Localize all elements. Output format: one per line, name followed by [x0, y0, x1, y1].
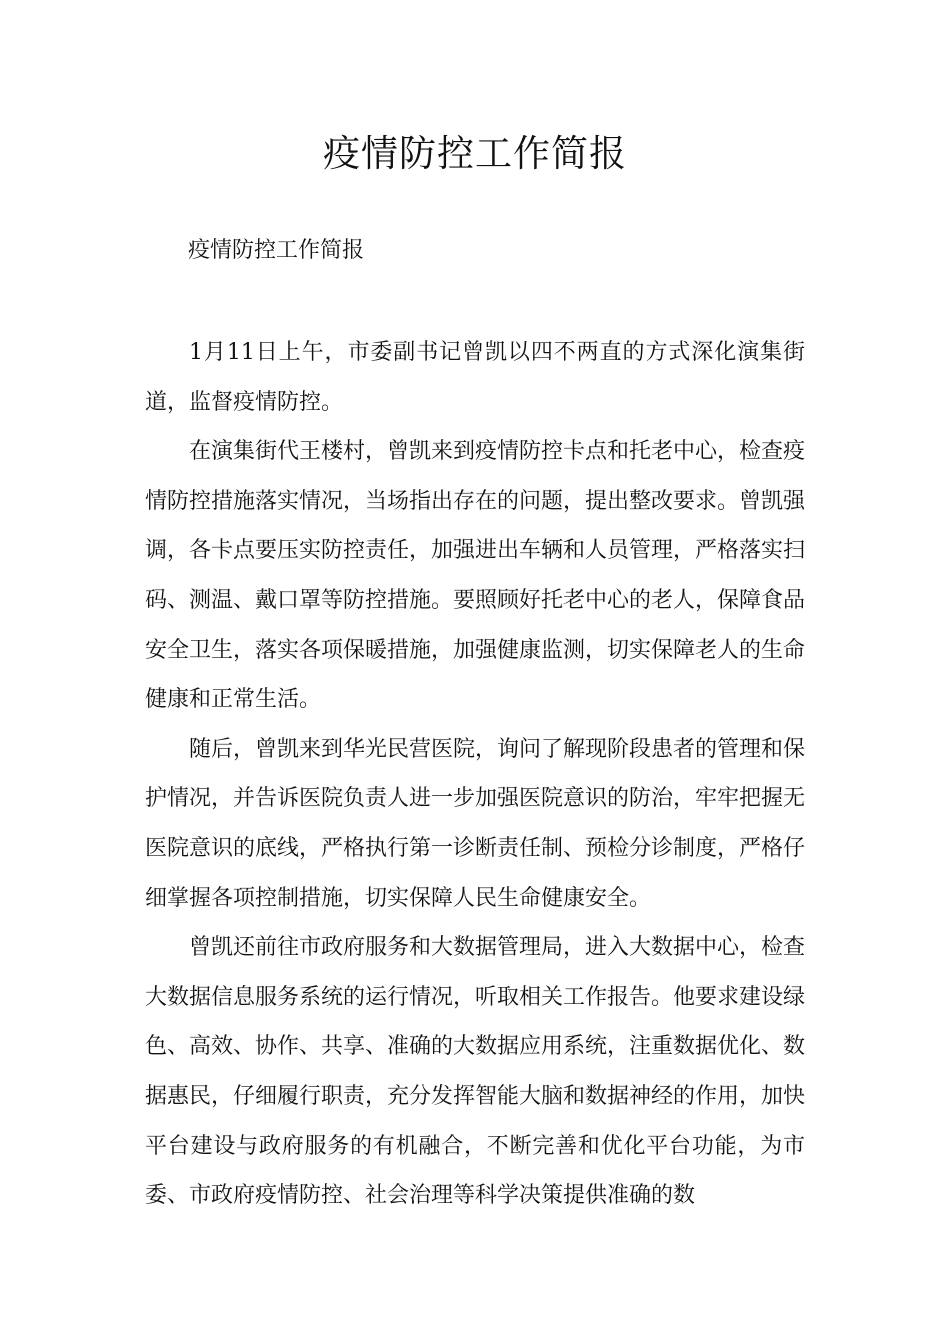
document-title: 疫情防控工作简报	[323, 132, 627, 175]
body-paragraph: 在演集街代王楼村，曾凯来到疫情防控卡点和托老中心，检查疫情防控措施落实情况，当场指出存在的问题，提出整改要求。曾凯强调，各卡点要压实防控责任，加强进出车辆和人员管理，严格落实扫码、测温、戴口罩等防控措施。要照顾好托老中心的老人，保障食品安全卫生，落实各项保暖措施，加强健康监测，切实保障老人的生命健康和正常生活。	[145, 439, 806, 713]
document-subtitle: 疫情防控工作简报	[188, 238, 365, 263]
body-paragraph: 曾凯还前往市政府服务和大数据管理局，进入大数据中心，检查大数据信息服务系统的运行情况，听取相关工作报告。他要求建设绿色、高效、协作、共享、准确的大数据应用系统，注重数据优化、数据惠民，仔细履行职责，充分发挥智能大脑和数据神经的作用，加快平台建设与政府服务的有机融合，不断完善和优化平台功能，为市委、市政府疫情防控、社会治理等科学决策提供准确的数	[145, 935, 806, 1209]
document-body	[145, 328, 805, 1221]
body-paragraph: 随后，曾凯来到华光民营医院，询问了解现阶段患者的管理和保护情况，并告诉医院负责人进一步加强医院意识的防治，牢牢把握无医院意识的底线，严格执行第一诊断责任制、预检分诊制度，严格仔细掌握各项控制措施，切实保障人民生命健康安全。	[145, 736, 806, 911]
body-paragraph: 1月11日上午，市委副书记曾凯以四不两直的方式深化演集街道，监督疫情防控。	[145, 340, 805, 415]
